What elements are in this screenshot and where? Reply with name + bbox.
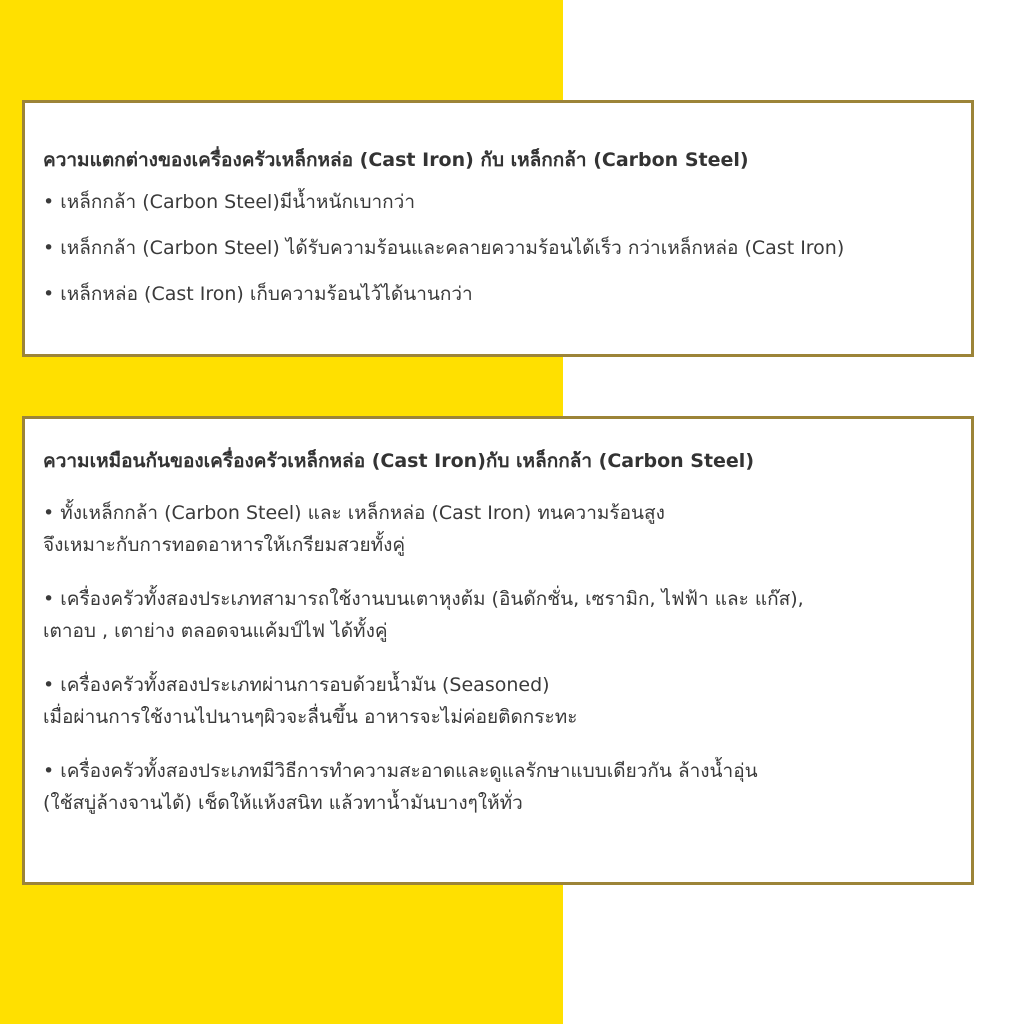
similarities-item-line: • เครื่องครัวทั้งสองประเภทผ่านการอบด้วยน้ำมัน (Seasoned) <box>43 674 550 696</box>
differences-item: • เหล็กหล่อ (Cast Iron) เก็บความร้อนไว้ได้นานกว่า <box>43 283 473 305</box>
similarities-item-line: • เครื่องครัวทั้งสองประเภทสามารถใช้งานบนเตาหุงต้ม (อินดักชั่น, เซรามิก, ไฟฟ้า และ แก๊ส), <box>43 588 804 610</box>
similarities-card <box>22 416 974 885</box>
similarities-item <box>43 497 953 561</box>
similarities-item <box>43 755 953 819</box>
differences-item: • เหล็กกล้า (Carbon Steel) ได้รับความร้อนและคลายความร้อนได้เร็ว กว่าเหล็กหล่อ (Cast Iron) <box>43 237 845 259</box>
differences-item: • เหล็กกล้า (Carbon Steel)มีน้ำหนักเบากว่า <box>43 191 416 213</box>
similarities-title: ความเหมือนกันของเครื่องครัวเหล็กหล่อ (Cast Iron)กับ เหล็กกล้า (Carbon Steel) <box>43 450 755 472</box>
similarities-item-line: • เครื่องครัวทั้งสองประเภทมีวิธีการทำความสะอาดและดูแลรักษาแบบเดียวกัน ล้างน้ำอุ่น <box>43 760 758 782</box>
similarities-item-line: จึงเหมาะกับการทอดอาหารให้เกรียมสวยทั้งคู่ <box>43 534 406 556</box>
similarities-item-line: (ใช้สบู่ล้างจานได้) เช็ดให้แห้งสนิท แล้วทาน้ำมันบางๆให้ทั่ว <box>43 792 523 814</box>
similarities-item-line: • ทั้งเหล็กกล้า (Carbon Steel) และ เหล็กหล่อ (Cast Iron) ทนความร้อนสูง <box>43 502 665 524</box>
differences-title: ความแตกต่างของเครื่องครัวเหล็กหล่อ (Cast Iron) กับ เหล็กกล้า (Carbon Steel) <box>43 149 749 171</box>
similarities-item <box>43 583 953 647</box>
similarities-item <box>43 669 953 733</box>
differences-card <box>22 100 974 357</box>
similarities-item-line: เมื่อผ่านการใช้งานไปนานๆผิวจะลื่นขึ้น อาหารจะไม่ค่อยติดกระทะ <box>43 706 578 728</box>
similarities-item-line: เตาอบ , เตาย่าง ตลอดจนแค้มป์ไฟ ได้ทั้งคู่ <box>43 620 388 642</box>
